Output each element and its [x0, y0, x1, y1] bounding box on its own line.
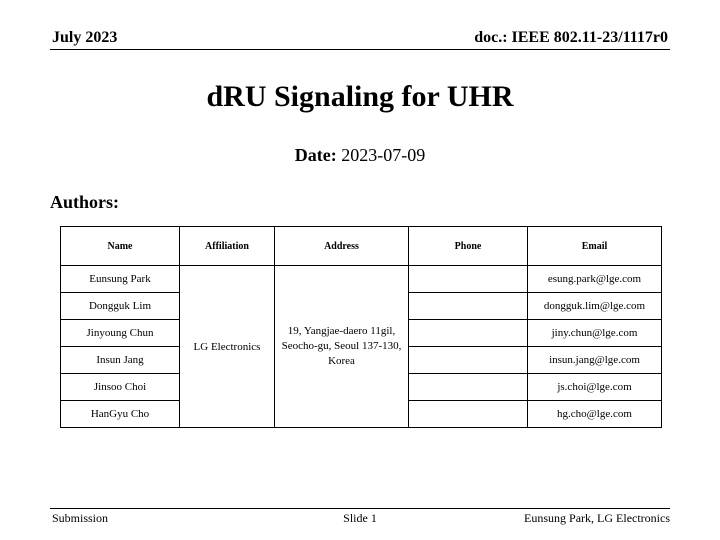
date-label: Date:	[294, 145, 337, 165]
table-row	[61, 266, 662, 293]
author-name: Dongguk Lim	[61, 293, 180, 320]
author-email: esung.park@lge.com	[528, 266, 662, 293]
author-phone	[409, 401, 528, 428]
header-date: July 2023	[52, 29, 118, 46]
author-email: insun.jang@lge.com	[528, 347, 662, 374]
footer-submission: Submission	[52, 511, 109, 525]
footer-slide-number: Slide 1	[343, 511, 377, 525]
header-divider	[50, 49, 670, 50]
author-email: dongguk.lim@lge.com	[528, 293, 662, 320]
author-email: js.choi@lge.com	[528, 374, 662, 401]
date-value: 2023-07-09	[341, 145, 426, 165]
author-email: hg.cho@lge.com	[528, 401, 662, 428]
author-phone	[409, 320, 528, 347]
column-header-address: Address	[275, 227, 409, 266]
column-header-affiliation: Affiliation	[180, 227, 275, 266]
footer-divider	[50, 508, 670, 509]
author-affiliation: LG Electronics	[180, 266, 275, 428]
header-doc-id: doc.: IEEE 802.11-23/1117r0	[474, 29, 668, 46]
column-header-phone: Phone	[409, 227, 528, 266]
authors-table	[60, 226, 662, 428]
slide-title: dRU Signaling for UHR	[206, 80, 514, 113]
author-phone	[409, 293, 528, 320]
author-email: jiny.chun@lge.com	[528, 320, 662, 347]
author-phone	[409, 347, 528, 374]
author-name: Insun Jang	[61, 347, 180, 374]
author-phone	[409, 374, 528, 401]
author-name: Jinyoung Chun	[61, 320, 180, 347]
author-name: Jinsoo Choi	[61, 374, 180, 401]
table-header-row	[61, 227, 662, 266]
column-header-email: Email	[528, 227, 662, 266]
column-header-name: Name	[61, 227, 180, 266]
date-line	[0, 145, 720, 166]
author-address: 19, Yangjae-daero 11gil, Seocho-gu, Seoul 137-130, Korea	[275, 266, 409, 428]
author-name: HanGyu Cho	[61, 401, 180, 428]
footer-author: Eunsung Park, LG Electronics	[524, 511, 670, 525]
author-name: Eunsung Park	[61, 266, 180, 293]
author-phone	[409, 266, 528, 293]
authors-heading: Authors:	[50, 192, 120, 212]
